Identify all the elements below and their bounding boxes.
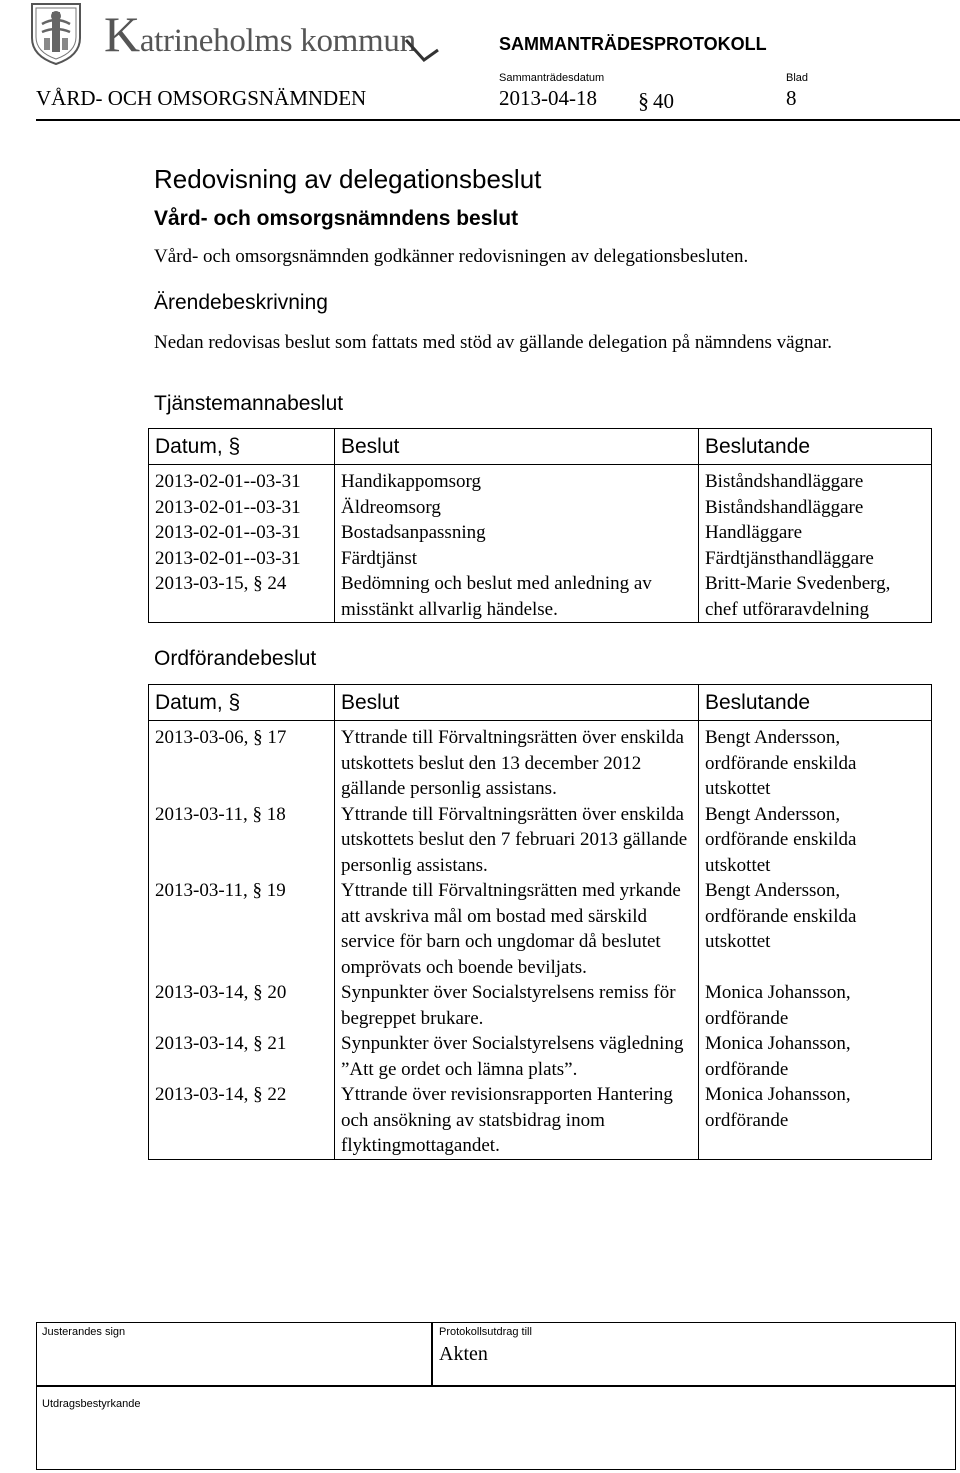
cell-decider: Färdtjänsthandläggare xyxy=(705,547,874,569)
section-number xyxy=(638,88,674,114)
cell-decider: Bengt Andersson, ordförande enskilda utskottet xyxy=(705,880,857,952)
footer-divider-vertical xyxy=(431,1322,433,1385)
cell-date: 2013-03-14, § 21 xyxy=(149,1031,335,1082)
cell-date: 2013-02-01--03-31 xyxy=(149,465,335,495)
column-header-date: Datum, § xyxy=(149,685,335,721)
cell-decider: Monica Johansson, ordförande xyxy=(705,982,851,1029)
cell-date: 2013-03-14, § 22 xyxy=(149,1082,335,1159)
cell-decision: Bostadsanpassning xyxy=(335,520,699,546)
cell-decision: Handikappomsorg xyxy=(335,465,699,495)
header-divider xyxy=(36,119,960,121)
signature-footer xyxy=(36,1322,956,1470)
decision-heading: Vård- och omsorgsnämndens beslut xyxy=(154,207,519,230)
municipal-crest-icon xyxy=(30,2,82,66)
cell-decider: Bengt Andersson, ordförande enskilda utskottet xyxy=(705,727,857,799)
meeting-date-label: Sammanträdesdatum xyxy=(499,72,605,84)
officials-decisions-heading: Tjänstemannabeslut xyxy=(154,392,344,415)
footer-divider-horizontal xyxy=(36,1385,956,1387)
cell-decider: Monica Johansson, ordförande xyxy=(705,1084,851,1131)
cell-decision: Synpunkter över Socialstyrelsens remiss för begreppet brukare. xyxy=(335,980,699,1031)
extract-to-label: Protokollsutdrag till xyxy=(439,1326,532,1338)
table-row xyxy=(149,571,932,623)
cell-decider: Bengt Andersson, ordförande enskilda utskottet xyxy=(705,803,857,876)
extract-request-label: Utdragsbestyrkande xyxy=(42,1398,141,1410)
table-row xyxy=(149,1082,932,1159)
cell-decision: Färdtjänst xyxy=(335,546,699,572)
page-title: Redovisning av delegationsbeslut xyxy=(154,164,542,194)
table-row xyxy=(149,878,932,980)
meeting-date: 2013-04-18 xyxy=(499,86,597,110)
cell-decider: Monica Johansson, ordförande xyxy=(705,1033,851,1080)
adjuster-sign-label: Justerandes sign xyxy=(42,1326,126,1338)
section-number-value: 40 xyxy=(653,89,674,113)
column-header-date: Datum, § xyxy=(149,429,335,465)
cell-decider: Handläggare xyxy=(705,522,803,543)
table-header-row xyxy=(149,429,932,465)
column-header-decider: Beslutande xyxy=(699,429,932,465)
cell-decision: Synpunkter över Socialstyrelsens vägledning ”Att ge ordet och lämna plats”. xyxy=(335,1031,699,1082)
cell-decider: Biståndshandläggare xyxy=(705,471,864,492)
cell-date: 2013-03-06, § 17 xyxy=(149,721,335,802)
case-description-heading: Ärendebeskrivning xyxy=(154,291,328,314)
table-row xyxy=(149,1031,932,1082)
table-row xyxy=(149,465,932,495)
column-header-decision: Beslut xyxy=(335,685,699,721)
cell-decision: Yttrande till Förvaltningsrätten över enskilda utskottets beslut den 13 december 2012 gällande personlig assistans. xyxy=(335,721,699,802)
cell-date: 2013-03-14, § 20 xyxy=(149,980,335,1031)
table-row xyxy=(149,495,932,521)
cell-date: 2013-02-01--03-31 xyxy=(149,546,335,572)
cell-date: 2013-02-01--03-31 xyxy=(149,495,335,521)
document-type: SAMMANTRÄDESPROTOKOLL xyxy=(499,34,767,54)
page-label: Blad xyxy=(786,72,809,84)
table-row xyxy=(149,520,932,546)
table-row xyxy=(149,546,932,572)
section-symbol: § xyxy=(638,88,649,113)
cell-date: 2013-02-01--03-31 xyxy=(149,520,335,546)
cell-decision: Äldreomsorg xyxy=(335,495,699,521)
municipality-logo-text: Katrineholms kommun xyxy=(104,6,416,62)
officials-decisions-table xyxy=(148,428,932,623)
chair-decisions-table xyxy=(148,684,932,1160)
chair-decisions-heading: Ordförandebeslut xyxy=(154,647,317,670)
extract-to-value: Akten xyxy=(439,1343,488,1365)
cell-date: 2013-03-11, § 18 xyxy=(149,802,335,879)
decision-text: Vård- och omsorgsnämnden godkänner redovisningen av delegationsbesluten. xyxy=(154,246,749,267)
table-row xyxy=(149,980,932,1031)
table-row xyxy=(149,721,932,802)
column-header-decider: Beslutande xyxy=(699,685,932,721)
cell-decision: Yttrande över revisionsrapporten Hantering och ansökning av statsbidrag inom flyktingmottagandet. xyxy=(335,1082,699,1159)
committee-name: VÅRD- OCH OMSORGSNÄMNDEN xyxy=(36,86,367,110)
cell-decision: Yttrande till Förvaltningsrätten över enskilda utskottets beslut den 7 februari 2013 gällande personlig assistans. xyxy=(335,802,699,879)
cell-decision: Yttrande till Förvaltningsrätten med yrkande att avskriva mål om bostad med särskild service för barn och ungdomar då beslutet omprövats och boende beviljats. xyxy=(335,878,699,980)
table-row xyxy=(149,802,932,879)
table-header-row xyxy=(149,685,932,721)
page-number: 8 xyxy=(786,86,797,110)
logo-swoosh-icon xyxy=(404,36,440,64)
cell-date: 2013-03-11, § 19 xyxy=(149,878,335,980)
cell-decider: Biståndshandläggare xyxy=(705,496,864,518)
cell-date: 2013-03-15, § 24 xyxy=(149,571,335,623)
column-header-decision: Beslut xyxy=(335,429,699,465)
case-description-text: Nedan redovisas beslut som fattats med stöd av gällande delegation på nämndens vägnar. xyxy=(154,332,833,353)
cell-decider: Britt-Marie Svedenberg, chef utföraravdelning xyxy=(705,573,891,620)
cell-decision: Bedömning och beslut med anledning av misstänkt allvarlig händelse. xyxy=(335,571,699,623)
